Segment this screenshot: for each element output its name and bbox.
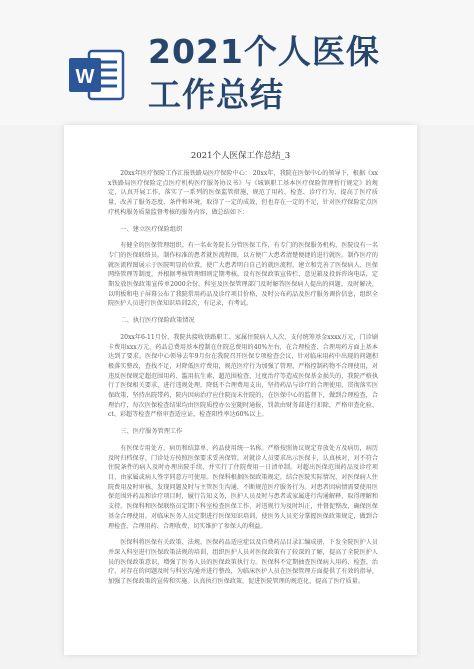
- document-page: [64, 125, 417, 655]
- title-line-2: 工作总结: [148, 75, 284, 114]
- document-title: 2021个人医保工作总结_3: [190, 151, 291, 161]
- section-heading: 一、建立医疗保险组织: [120, 225, 183, 233]
- section-heading: 三、医疗服务管理工作: [120, 428, 183, 436]
- paragraph: 20xx年6-11月份，我院共接收铁路职工、家属住院病人人次，支付统筹基金xxxx万元，门诊刷卡费用xxx万元，药品总费用基本控制在住院总费用的40%左右，在合理检查、合理用药方面上基本达到了要求。医保中心领导去年9月份在我院召开医保专项检查会议，针对临床用药中出现的问题积极落实整改，查找不足，对降低医疗费用，规范医疗行为加强了管理，严格控制药物不合理使用，对违反医保规定超范围用药、滥用抗生素、超范围检查、过度治疗等造成医保基金损失的，我院严格执行了医保相关要求，进行违规处理，降低不合理费用支出，坚持药品与诊疗的合理使用，贯彻落实医保政策，坚持出院带药，院内因病治疗应住院而未住院的，在医保中心的监督下，做到合理检查，合理治疗，每次医保检查结果均由医院质控办公室随时通报，罚款由财务部进行扣除，严格审查化验、ct、彩超等检查严格审查适应证，检查阳性率达60%以上。: [108, 333, 378, 419]
- title-line-1: 2021个人医保: [148, 32, 380, 71]
- word-document-icon: [67, 45, 127, 105]
- paragraph: 医保科将医保有关政策、法规、医保药品适应症以及自费药品目录汇编成册，下发全院医护人员并深入科室进行医保政策法规的培训，组织医护人员对医保政策有了较深的了解，提高了全院医护人员的医保政策意识，增强了医务人员的医保政策执行力。医保科不定期抽查医保病人用药、检查、治疗，对存在的问题及时与科室沟通并进行整改，为临床医护人员在医保管理方面提供了有效的指导，加强了医保政策的宣传和实施。认真执行医保政策，促进医院管理的规范化，提高了医疗质量。: [108, 539, 378, 586]
- page-bottom-fade: [64, 635, 417, 655]
- paragraph: 20xx年医疗保险工作汇报铁路局医疗保险中心： 20xx年，我院在医保中心的领导下，根据《xxx铁路局医疗保险定点医疗机构医疗服务协议书》与《城镇职工基本医疗保险管理暂行规定》的规定，认真开展工作，落实了一系列的医保监管措施，规范了用药、检查、诊疗行为，提高了医疗质量，改善了服务态度、条件和环境，取得了一定的成效，但也存在一定的不足，针对医疗保险定点医疗机构服务质量监督考核的服务内容，做总结如下：: [108, 170, 378, 216]
- document-body: [108, 169, 378, 587]
- header-banner: [0, 0, 474, 125]
- paragraph: 有健全的医保管理组织。有一名业务院长分管医保工作，有专门的医保服务机构，医院设有一名专门的医保联络员。制作标准的患者就医流程图，以方便广大患者清楚便捷的进行就医。制作医疗的就医流程图展示于医院明显的位置，使广大患者明白自己的就医流程，建立和完善了医保病人、医保网络管理等制度，并根据考核管理细则定期考核。设有医保政策宣传栏、意见箱及投诉咨询电话，定期发放医保政策宣传单2000余份。科室及医保管理部门及时解答医保病人提出的问题。及时解决，以明板和电子屏幕公布了我院常用药品及诊疗项目价格，及时公布药品及医疗服务调价信息，组织全院医护人员进行医保知识培训2次，有记录，有考试。: [108, 242, 378, 308]
- page-title: [148, 30, 448, 116]
- word-icon-letter: W: [75, 66, 95, 88]
- section-heading: 二、执行医疗保险政策情况: [120, 317, 195, 325]
- paragraph: 有医保专用处方，病历和结算单，药品使用统一名称。严格按照协议规定存放处方及病历，病历及时归档保存，门诊处方按照医保要求妥善保管。对就诊人员要求出示医保卡，认真核对，对不符合住院条件的病人及时办理出院手续，并实行了住院费用一日清单制。对超出医保范围药品及诊疗项目，由家属或病人签字同意方可使用。医保科根据医保政策规定，结合医院实际情况，对医保病人住院费用及时审核，发现问题及时与主管医生沟通，不断规范医疗服务行为。对患者因病情需要使用医保范围外药品和诊疗项目时，履行告知义务，医护人员及时与患者或家属进行沟通解释，取得理解和支持。医保科和医保联络员定期下科室检查医保工作，对违规行为及时纠正，并督促整改，确保医保基金合理使用。对临床医务人员定期进行医保知识培训，使医务人员充分掌握医保政策规定，做到合理检查、合理用药、合理收费，切实维护了参保人的利益。: [108, 444, 378, 530]
